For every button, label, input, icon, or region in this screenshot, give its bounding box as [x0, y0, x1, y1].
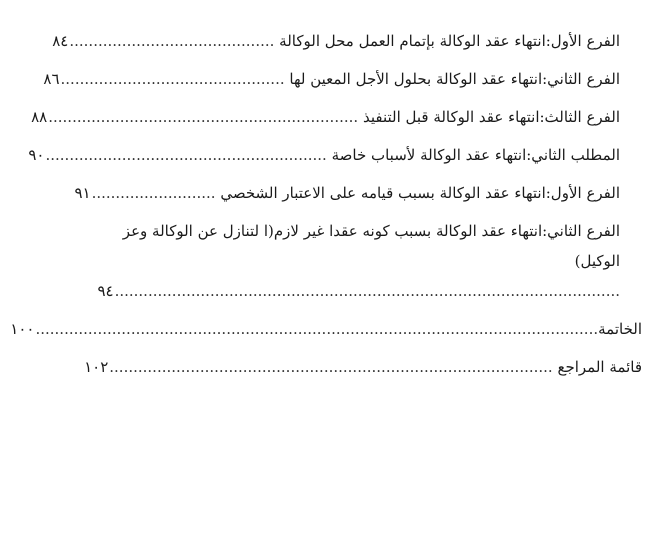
- toc-page-number: ٨٤: [52, 32, 69, 50]
- toc-entry-title-cont-text: الوكيل): [574, 252, 620, 270]
- toc-page-number: ٩١: [74, 184, 91, 202]
- toc-entry-title: الفرع الثالث:انتهاء عقد الوكالة قبل التنفيذ: [362, 108, 620, 126]
- toc-leader-dots: ......................................................................................................................: [35, 320, 599, 338]
- toc-page-number: ٨٦: [43, 70, 60, 88]
- toc-entry-branch-1-completion[interactable]: [52, 26, 620, 56]
- toc-entry-title: الفرع الثاني:انتهاء عقد الوكالة بحلول الأجل المعين لها: [289, 70, 620, 88]
- toc-entry-title: المطلب الثاني:انتهاء عقد الوكالة لأسباب خاصة: [331, 146, 620, 164]
- toc-leader-dots: .............................................................................................: [109, 358, 553, 376]
- toc-entry-conclusion[interactable]: [10, 314, 642, 344]
- toc-entry-branch-1-personal[interactable]: [74, 178, 620, 208]
- toc-page-number: ٨٨: [31, 108, 48, 126]
- toc-entry-title: الفرع الثاني:انتهاء عقد الوكالة بسبب كونه عقدا غير لازم(ا لتنازل عن الوكالة وعز: [122, 222, 620, 240]
- toc-entry-title: الخاتمة: [598, 320, 642, 338]
- toc-entry-title-continuation: [98, 246, 620, 306]
- toc-leader-dots: .................................................................: [48, 108, 359, 126]
- toc-entry-branch-2-term[interactable]: [43, 64, 620, 94]
- toc-entry-branch-3-before-execution[interactable]: [31, 102, 620, 132]
- toc-entry-title: قائمة المراجع: [557, 358, 642, 376]
- toc-entry-title: الفرع الأول:انتهاء عقد الوكالة بسبب قيامه على الاعتبار الشخصي: [220, 184, 620, 202]
- toc-leader-dots: ..........................: [91, 184, 216, 202]
- toc-entry-section-2-special-causes[interactable]: [28, 140, 620, 170]
- toc-page-number: ٩٠: [28, 146, 45, 164]
- toc-page-number: ١٠٢: [84, 358, 109, 376]
- toc-page-number: ١٠٠: [10, 320, 35, 338]
- toc-entry-branch-2-non-binding[interactable]: [98, 216, 620, 306]
- toc-leader-dots: ...........................................: [69, 32, 275, 50]
- table-of-contents: [0, 26, 668, 390]
- toc-entry-references[interactable]: [84, 352, 642, 382]
- toc-leader-dots: ...........................................................: [45, 146, 327, 164]
- toc-leader-dots: ..........................................................................................................: [114, 282, 620, 300]
- toc-leader-dots: ...............................................: [60, 70, 285, 88]
- toc-page-number: ٩٤: [97, 282, 114, 300]
- toc-entry-title: الفرع الأول:انتهاء عقد الوكالة بإتمام العمل محل الوكالة: [279, 32, 620, 50]
